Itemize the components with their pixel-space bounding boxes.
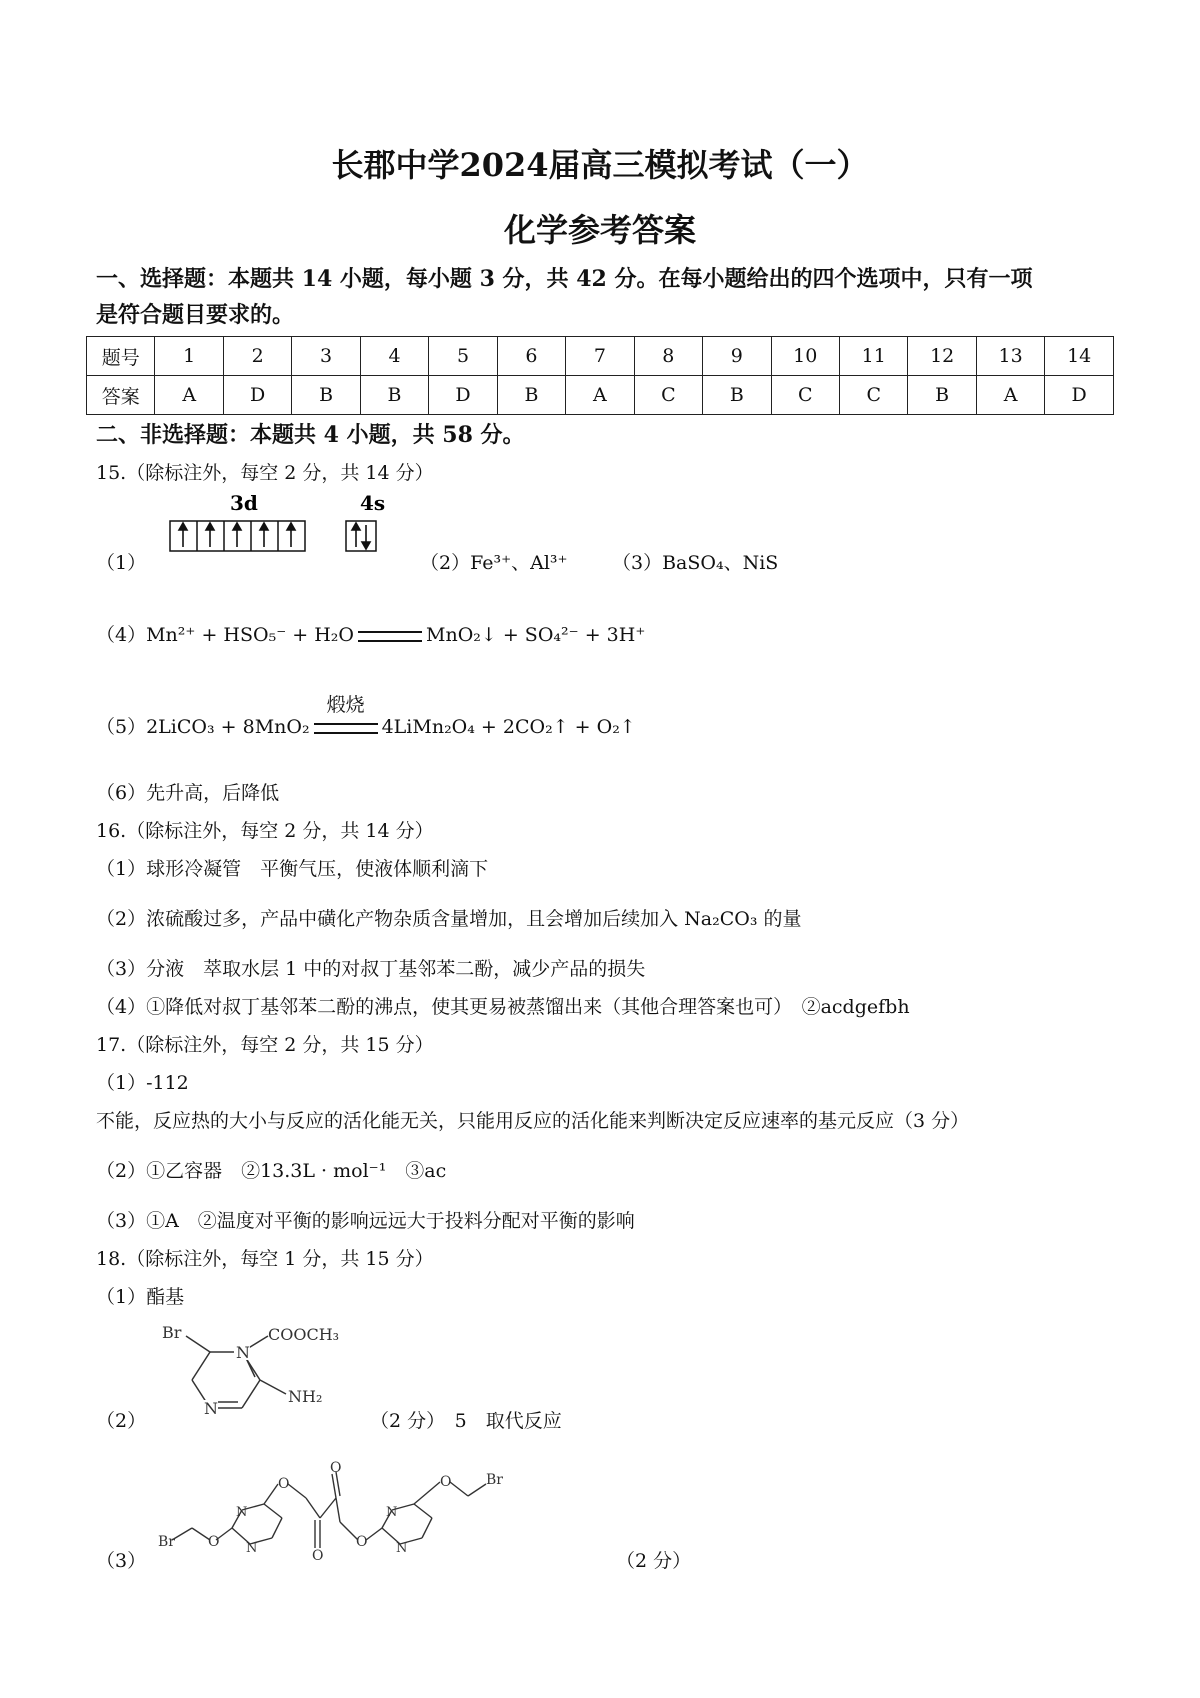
orbital-3d-boxes [170, 521, 376, 551]
q18-part2-after: （2 分） 5 取代反应 [370, 1410, 562, 1432]
q16-part1: （1）球形冷凝管 平衡气压，使液体顺利滴下 [96, 858, 489, 880]
ester-oxygen: O [356, 1534, 368, 1550]
question-number: 11 [839, 337, 907, 376]
answer-cell: A [976, 376, 1044, 415]
answer-cell: A [566, 376, 634, 415]
q15-part2-ions: Fe³⁺、Al³⁺ [470, 552, 568, 574]
answer-cell: C [839, 376, 907, 415]
q15-part5-rhs: 4LiMn₂O₄ + 2CO₂↑ + O₂↑ [381, 716, 636, 738]
page-subtitle: 化学参考答案 [503, 211, 696, 249]
bromo-atom-right: Br [486, 1472, 503, 1488]
orbital-4s-box [346, 521, 376, 551]
q15-part4-lhs: Mn²⁺ + HSO₅⁻ + H₂O [146, 624, 354, 646]
ring-nitrogen: N [204, 1399, 218, 1418]
q15-part4-rhs: MnO₂↓ + SO₄²⁻ + 3H⁺ [426, 624, 646, 646]
question-number: 1 [155, 337, 223, 376]
question-number: 9 [703, 337, 771, 376]
q15-part1-label: （1） [96, 552, 147, 574]
page-title: 长郡中学2024届高三模拟考试（一） [331, 146, 869, 184]
equals-sign [314, 723, 378, 734]
orbital-3d-label: 3d [230, 491, 258, 515]
q15-part5-equation [96, 694, 636, 739]
answer-cell: D [429, 376, 497, 415]
ether-oxygen: O [440, 1474, 452, 1490]
question-number: 4 [360, 337, 428, 376]
answer-cell: D [1045, 376, 1114, 415]
ester-oxygen: O [278, 1476, 290, 1492]
reaction-condition-arrow [310, 694, 382, 738]
q18-part1: （1）酯基 [96, 1286, 185, 1308]
ring-nitrogen: N [386, 1505, 398, 1520]
q17-part1: （1）-112 [96, 1072, 189, 1094]
ring-nitrogen: N [236, 1505, 248, 1520]
answer-cell: B [908, 376, 976, 415]
equals-sign [358, 631, 422, 642]
question-number: 2 [223, 337, 291, 376]
q16-part2: （2）浓硫酸过多，产品中磺化产物杂质含量增加，且会增加后续加入 Na₂CO₃ 的量 [96, 908, 802, 930]
q16-part4: （4）①降低对叔丁基邻苯二酚的沸点，使其更易被蒸馏出来（其他合理答案也可） ②acdgefbh [96, 996, 910, 1018]
table-row-numbers [87, 337, 1114, 376]
q15-part5-lhs: 2LiCO₃ + 8MnO₂ [146, 716, 310, 738]
q18-part2-label: （2） [96, 1410, 147, 1432]
q16-header: 16.（除标注外，每空 2 分，共 14 分） [96, 820, 434, 842]
q18-header: 18.（除标注外，每空 1 分，共 15 分） [96, 1248, 434, 1270]
carbonyl-oxygen: O [312, 1548, 324, 1564]
q15-part5-label: （5） [96, 716, 147, 738]
q15-header: 15.（除标注外，每空 2 分，共 14 分） [96, 462, 434, 484]
row-label-number: 题号 [87, 337, 155, 376]
ring-nitrogen: N [246, 1541, 258, 1556]
q15-part4-label: （4） [96, 624, 147, 646]
bis-pyrimidine-structure [150, 1460, 620, 1570]
part1-heading-line2: 是符合题目要求的。 [96, 302, 295, 328]
question-number: 12 [908, 337, 976, 376]
q17-part1-note: 不能，反应热的大小与反应的活化能无关，只能用反应的活化能来判断决定反应速率的基元反应（3 分） [96, 1110, 970, 1132]
question-number: 3 [292, 337, 360, 376]
q17-header: 17.（除标注外，每空 2 分，共 15 分） [96, 1034, 434, 1056]
ester-substituent: COOCH₃ [268, 1325, 340, 1344]
q17-part3: （3）①A ②温度对平衡的影响远远大于投料分配对平衡的影响 [96, 1210, 635, 1232]
answer-cell: C [771, 376, 839, 415]
question-number: 14 [1045, 337, 1114, 376]
q16-part3: （3）分液 萃取水层 1 中的对叔丁基邻苯二酚，减少产品的损失 [96, 958, 646, 980]
q15-part2 [420, 548, 568, 575]
answer-cell: D [223, 376, 291, 415]
carbonyl-oxygen: O [330, 1460, 342, 1476]
question-number: 8 [634, 337, 702, 376]
q15-part2-label: （2） [420, 552, 471, 574]
table-row-answers [87, 376, 1114, 415]
question-number: 10 [771, 337, 839, 376]
orbital-diagram [160, 488, 390, 568]
answer-cell: B [292, 376, 360, 415]
answer-table [86, 336, 1114, 415]
question-number: 7 [566, 337, 634, 376]
amine-substituent: NH₂ [288, 1387, 323, 1406]
q15-part3 [612, 548, 778, 575]
q15-part4-equation [96, 620, 645, 647]
ring-nitrogen: N [396, 1541, 408, 1556]
part2-heading: 二、非选择题：本题共 4 小题，共 58 分。 [96, 422, 525, 448]
electron-arrows [179, 523, 370, 549]
reaction-condition: 煅烧 [326, 694, 365, 716]
q15-part6: （6）先升高，后降低 [96, 782, 280, 804]
q15-part3-text: BaSO₄、NiS [662, 552, 779, 574]
q18-part3-label: （3） [96, 1550, 147, 1572]
answer-cell: B [497, 376, 565, 415]
bromo-atom-left: Br [158, 1534, 175, 1550]
question-number: 5 [429, 337, 497, 376]
q15-part3-label: （3） [612, 552, 663, 574]
answer-cell: B [703, 376, 771, 415]
ring-nitrogen: N [236, 1343, 250, 1362]
orbital-4s-label: 4s [360, 491, 386, 515]
pyrazine-structure [150, 1322, 390, 1437]
q17-part2: （2）①乙容器 ②13.3L · mol⁻¹ ③ac [96, 1160, 447, 1182]
answer-cell: A [155, 376, 223, 415]
row-label-answer: 答案 [87, 376, 155, 415]
question-number: 13 [976, 337, 1044, 376]
answer-cell: C [634, 376, 702, 415]
bromo-substituent: Br [162, 1323, 182, 1342]
ether-oxygen: O [208, 1534, 220, 1550]
q18-part3-after: （2 分） [616, 1550, 692, 1572]
part1-heading-line1: 一、选择题：本题共 14 小题，每小题 3 分，共 42 分。在每小题给出的四个选项中，只有一项 [96, 266, 1033, 292]
answer-cell: B [360, 376, 428, 415]
question-number: 6 [497, 337, 565, 376]
